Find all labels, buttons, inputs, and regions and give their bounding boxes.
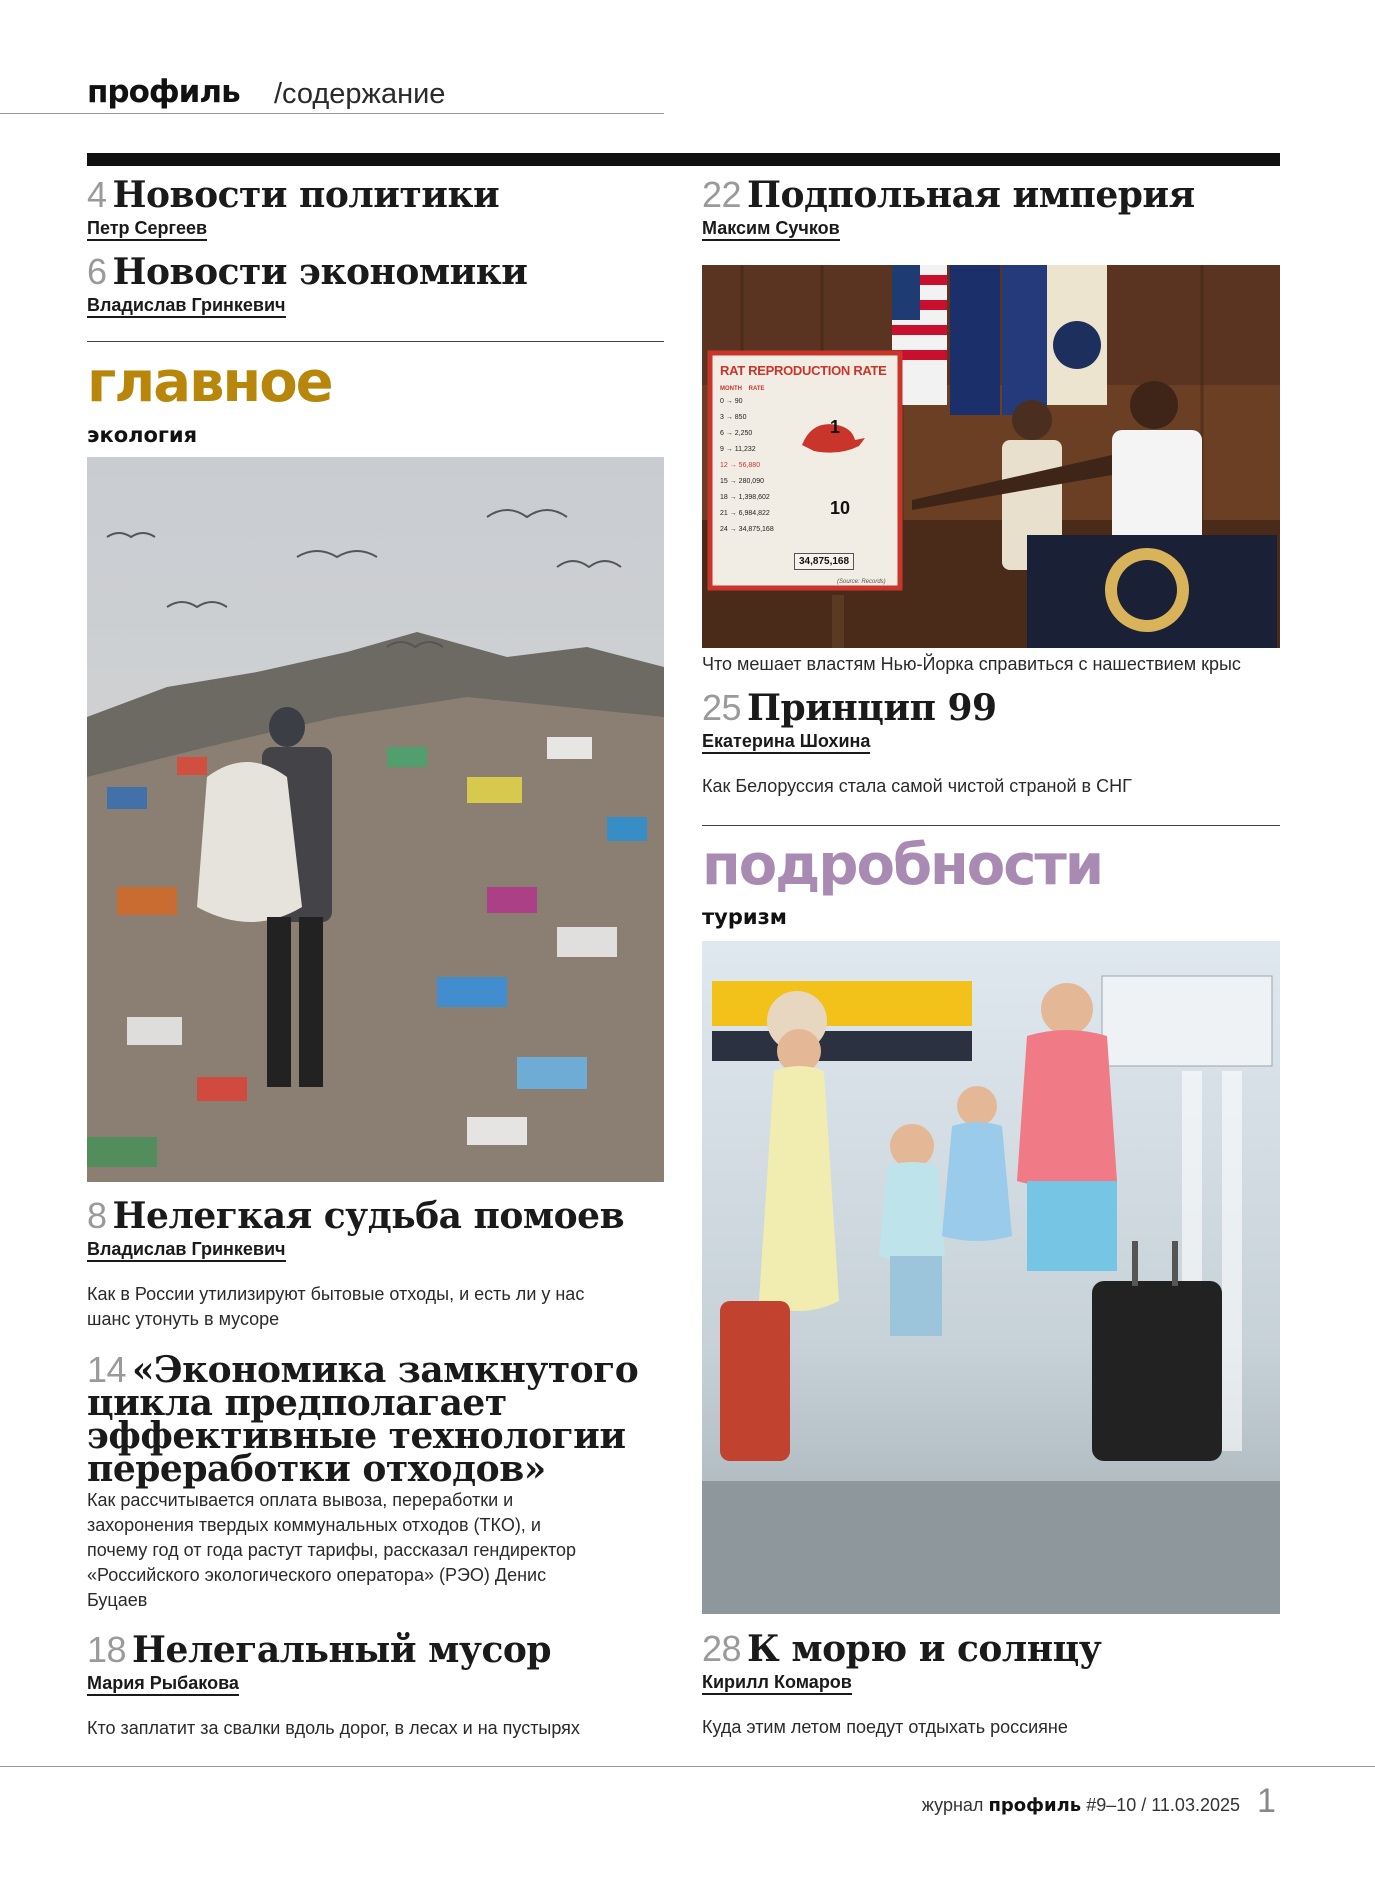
poster-row: 12 → 56,880 bbox=[720, 462, 761, 469]
author-name: Владислав Гринкевич bbox=[87, 1239, 286, 1262]
author-name: Максим Сучков bbox=[702, 218, 840, 241]
page-number: 22 bbox=[702, 174, 742, 215]
entry-description: Куда этим летом поедут отдыхать россияне bbox=[702, 1717, 1068, 1737]
toc-entry[interactable] bbox=[87, 174, 664, 241]
entry-description: Как рассчитывается оплата вывоза, переработки и захоронения твердых коммунальных отходов (ТКО), и почему год от года растут тарифы, рассказал гендиректор «Российского экологического оператора» (РЭО) Денис Буцаев bbox=[87, 1490, 577, 1610]
poster-row: 6 → 2,250 bbox=[720, 430, 753, 437]
entry-title: Новости политики bbox=[112, 174, 500, 216]
rubric-subtitle: туризм bbox=[702, 905, 787, 929]
footer-divider bbox=[0, 1766, 1375, 1767]
top-bar bbox=[87, 153, 1280, 166]
toc-entry[interactable] bbox=[87, 1629, 664, 1741]
masthead bbox=[0, 72, 664, 114]
photo-caption: Что мешает властям Нью-Йорка справиться с нашествием крыс bbox=[702, 654, 1241, 674]
family-travel-photo bbox=[702, 941, 1280, 1614]
footer-brand: профиль bbox=[988, 1795, 1082, 1816]
footer-magazine: журнал bbox=[921, 1795, 984, 1815]
entry-title: Нелегальный мусор bbox=[132, 1629, 552, 1671]
entry-title: Новости экономики bbox=[112, 251, 528, 293]
rubric-title: подробности bbox=[702, 833, 1103, 898]
entry-title: Принцип 99 bbox=[747, 687, 997, 729]
footer-info bbox=[922, 1795, 1240, 1816]
entry-description: Как в России утилизируют бытовые отходы, и есть ли у нас шанс утонуть в мусоре bbox=[87, 1284, 585, 1329]
rubric-title: главное bbox=[87, 350, 332, 415]
toc-entry[interactable] bbox=[702, 174, 1280, 241]
toc-entry[interactable] bbox=[87, 251, 664, 318]
page-number: 28 bbox=[702, 1628, 742, 1669]
page-number-footer: 1 bbox=[1257, 1782, 1276, 1820]
entry-title: К морю и солнцу bbox=[747, 1628, 1102, 1670]
brand-logo: профиль bbox=[87, 74, 240, 110]
entry-description: Кто заплатит за свалки вдоль дорог, в лесах и на пустырях bbox=[87, 1718, 580, 1738]
poster-row: 21 → 6,984,822 bbox=[720, 510, 770, 517]
poster-row: 0 → 90 bbox=[720, 398, 743, 405]
poster-ten: 10 bbox=[830, 498, 851, 518]
toc-entry[interactable] bbox=[702, 687, 1280, 799]
page-number: 8 bbox=[87, 1195, 107, 1236]
author-name: Кирилл Комаров bbox=[702, 1672, 852, 1695]
footer-issue: #9–10 / 11.03.2025 bbox=[1086, 1795, 1240, 1815]
toc-entry[interactable] bbox=[702, 1628, 1280, 1740]
author-name: Екатерина Шохина bbox=[702, 731, 870, 754]
toc-entry[interactable] bbox=[87, 1195, 664, 1332]
page-number: 25 bbox=[702, 687, 742, 728]
poster-big-one: 1 bbox=[830, 417, 841, 437]
page-number: 6 bbox=[87, 251, 107, 292]
poster-row: 15 → 280,090 bbox=[720, 478, 764, 485]
page-number: 14 bbox=[87, 1349, 127, 1390]
author-name: Петр Сергеев bbox=[87, 218, 207, 241]
page-number: 4 bbox=[87, 174, 107, 215]
entry-description: Как Белоруссия стала самой чистой страной в СНГ bbox=[702, 776, 1132, 796]
entry-title: «Экономика замкнутого цикла предполагает эффективные технологии переработки отходов» bbox=[87, 1349, 639, 1490]
poster-row: 9 → 11,232 bbox=[720, 446, 756, 453]
author-name: Владислав Гринкевич bbox=[87, 295, 286, 318]
rubric-subtitle: экология bbox=[87, 423, 198, 447]
poster-title: RAT REPRODUCTION RATE bbox=[720, 363, 887, 378]
entry-title: Подпольная империя bbox=[747, 174, 1195, 216]
poster-row: 24 → 34,875,168 bbox=[720, 526, 774, 533]
section-title: /содержание bbox=[274, 78, 446, 110]
press-conference-photo bbox=[702, 265, 1280, 648]
author-name: Мария Рыбакова bbox=[87, 1673, 239, 1696]
page-number: 18 bbox=[87, 1629, 127, 1670]
divider bbox=[87, 341, 664, 342]
landfill-photo bbox=[87, 457, 664, 1182]
toc-entry[interactable] bbox=[87, 1349, 664, 1613]
poster-row: 18 → 1,398,602 bbox=[720, 494, 770, 501]
poster-col-month: MONTH bbox=[720, 386, 742, 392]
poster-row: 3 → 850 bbox=[720, 414, 747, 421]
poster-total: 34,875,168 bbox=[794, 553, 854, 570]
poster-source: (Source: Records) bbox=[837, 579, 886, 585]
poster-col-rate: RATE bbox=[748, 386, 765, 392]
divider bbox=[702, 825, 1280, 826]
entry-title: Нелегкая судьба помоев bbox=[112, 1195, 625, 1237]
